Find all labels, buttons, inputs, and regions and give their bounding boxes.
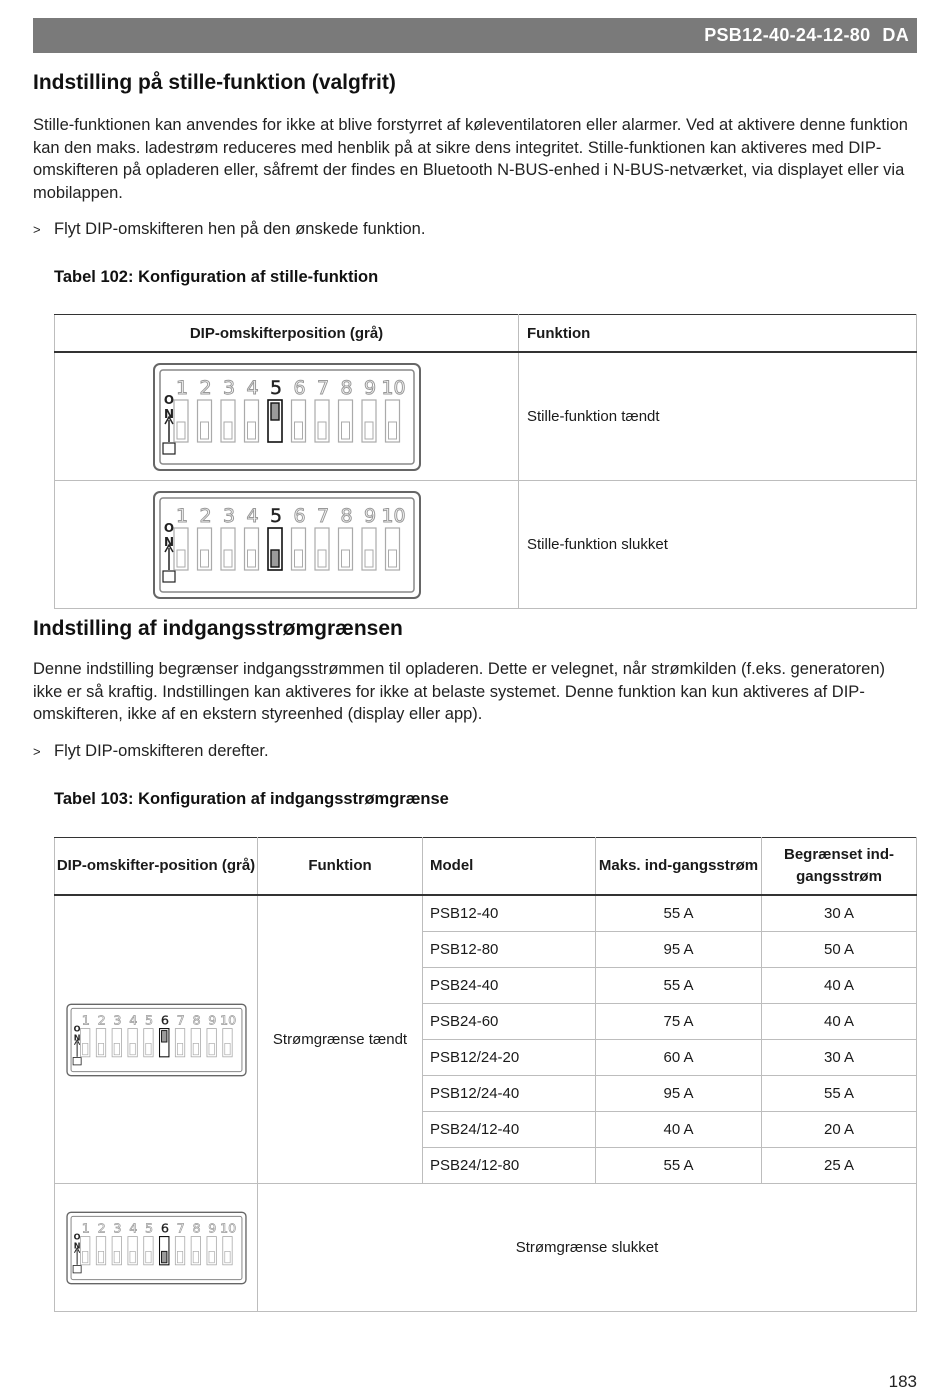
limited-current-cell: 20 A [762, 1112, 917, 1148]
header-language: DA [882, 25, 909, 45]
on-label-letter: N [73, 1241, 80, 1251]
model-cell: PSB24-40 [423, 968, 596, 1004]
switch-lever [98, 1043, 103, 1054]
switch-lever [224, 422, 232, 439]
max-current-cell: 75 A [596, 1004, 762, 1040]
dip-switch-cell [55, 481, 519, 609]
limited-current-cell: 55 A [762, 1076, 917, 1112]
switch-number: 8 [339, 504, 353, 527]
switch-number: 10 [219, 1013, 236, 1029]
switch-number: 3 [112, 1013, 122, 1029]
max-current-cell: 55 A [596, 895, 762, 932]
table-row [55, 481, 917, 609]
column-header-limited-input-current: Begrænset ind-gangsstrøm [762, 838, 917, 896]
switch-lever-active [161, 1251, 166, 1262]
dip-switch-cell [55, 352, 519, 481]
switch-number: 1 [81, 1221, 90, 1237]
table-row [55, 352, 917, 481]
table-header-row [55, 838, 917, 896]
switch-lever [294, 550, 302, 567]
switch-lever [388, 550, 396, 567]
page-number: 183 [888, 1372, 917, 1391]
input-current-instruction-text: Flyt DIP-omskifteren derefter. [54, 742, 269, 760]
column-header-max-input-current: Maks. ind-gangsstrøm [596, 838, 762, 896]
model-cell: PSB12/24-20 [423, 1040, 596, 1076]
switch-lever [341, 550, 349, 567]
dip-switch-outer-frame [67, 1004, 246, 1075]
column-header-dip-position: DIP-omskifter-position (grå) [55, 838, 258, 896]
switch-lever [200, 422, 208, 439]
header-bar [33, 18, 917, 53]
model-cell: PSB24/12-40 [423, 1112, 596, 1148]
on-label-letter: O [73, 1231, 81, 1241]
switch-number: 10 [380, 376, 406, 399]
off-indicator-box [73, 1265, 81, 1272]
switch-number: 5 [144, 1221, 153, 1237]
function-cell: Stille-funktion tændt [519, 352, 917, 481]
dip-switch-diagram [152, 490, 422, 600]
switch-lever [177, 1043, 182, 1054]
switch-number: 1 [81, 1013, 90, 1029]
quiet-mode-instruction [33, 220, 425, 239]
switch-lever [365, 422, 373, 439]
switch-lever [388, 422, 396, 439]
bullet-marker: > [33, 222, 41, 237]
switch-lever [341, 422, 349, 439]
switch-number: 6 [292, 376, 306, 399]
switch-number: 2 [198, 504, 212, 527]
dip-switch-outer-frame [154, 492, 420, 598]
model-cell: PSB12-80 [423, 932, 596, 968]
limited-current-cell: 30 A [762, 895, 917, 932]
switch-lever [224, 1043, 229, 1054]
column-header-function: Funktion [519, 315, 917, 353]
switch-lever [200, 550, 208, 567]
switch-lever [145, 1251, 150, 1262]
switch-lever [82, 1043, 87, 1054]
switch-number: 9 [363, 504, 376, 527]
table-row [55, 895, 917, 932]
switch-lever [318, 422, 326, 439]
on-label-letter: N [163, 406, 174, 421]
limited-current-cell: 30 A [762, 1040, 917, 1076]
header-title: PSB12-40-24-12-80 [704, 25, 871, 45]
switch-lever [98, 1251, 103, 1262]
switch-lever [177, 1251, 182, 1262]
column-header-function: Funktion [258, 838, 423, 896]
section-heading-input-current-limit: Indstilling af indgangsstrømgrænsen [33, 617, 403, 640]
switch-number: 7 [176, 1013, 185, 1029]
switch-number: 2 [97, 1221, 106, 1237]
switch-lever [129, 1043, 134, 1054]
max-current-cell: 95 A [596, 1076, 762, 1112]
dip-switch-diagram [63, 1211, 250, 1285]
switch-lever [224, 550, 232, 567]
switch-lever [247, 550, 255, 567]
bullet-marker: > [33, 744, 41, 759]
model-cell: PSB12/24-40 [423, 1076, 596, 1112]
switch-lever [247, 422, 255, 439]
switch-number: 7 [316, 376, 329, 399]
table-103 [54, 837, 917, 1312]
max-current-cell: 55 A [596, 1148, 762, 1184]
switch-number: 4 [128, 1013, 137, 1029]
switch-number: 1 [175, 376, 188, 399]
switch-number: 5 [269, 504, 282, 527]
switch-lever [208, 1043, 213, 1054]
switch-number: 3 [112, 1221, 122, 1237]
switch-lever [82, 1251, 87, 1262]
limited-current-cell: 25 A [762, 1148, 917, 1184]
on-label-letter: O [73, 1023, 81, 1033]
table-102-caption: Tabel 102: Konfiguration af stille-funktion [54, 268, 379, 286]
function-cell: Strømgrænse tændt [258, 895, 423, 1184]
column-header-model: Model [423, 838, 596, 896]
column-header-dip-position: DIP-omskifterposition (grå) [55, 315, 519, 353]
table-102 [54, 314, 917, 609]
model-cell: PSB24/12-80 [423, 1148, 596, 1184]
switch-number: 4 [245, 504, 259, 527]
function-cell: Strømgrænse slukket [258, 1184, 917, 1312]
switch-number: 9 [363, 376, 376, 399]
limited-current-cell: 40 A [762, 968, 917, 1004]
off-indicator-box [163, 443, 175, 454]
dip-switch-outer-frame [154, 364, 420, 470]
table-103-caption: Tabel 103: Konfiguration af indgangsstrømgrænse [54, 790, 449, 808]
switch-lever-active [271, 550, 279, 567]
max-current-cell: 40 A [596, 1112, 762, 1148]
switch-number: 7 [316, 504, 329, 527]
switch-lever [177, 422, 185, 439]
switch-number: 5 [269, 376, 282, 399]
off-indicator-box [163, 571, 175, 582]
dip-switch-diagram [63, 1003, 250, 1077]
dip-switch-cell [55, 895, 258, 1184]
switch-lever [145, 1043, 150, 1054]
model-cell: PSB12-40 [423, 895, 596, 932]
on-label-letter: O [163, 392, 174, 407]
switch-number: 2 [198, 376, 212, 399]
on-label-letter: O [163, 520, 174, 535]
switch-number: 5 [144, 1013, 153, 1029]
switch-lever [177, 550, 185, 567]
switch-lever [208, 1251, 213, 1262]
switch-number: 6 [160, 1221, 169, 1237]
max-current-cell: 55 A [596, 968, 762, 1004]
switch-lever [114, 1043, 119, 1054]
switch-number: 8 [191, 1013, 201, 1029]
switch-lever [193, 1251, 198, 1262]
quiet-mode-paragraph: Stille-funktionen kan anvendes for ikke at blive forstyrret af køleventilatoren eller alarmer. Ved at aktivere denne funktion kan den maks. ladestrøm reduceres med henblik på at sikre dens integritet. Stille-funktionen kan aktiveres med DIP-omskifteren på opladeren eller, såfremt der findes en Bluetooth N-BUS-enhed i N-BUS-netværket, via displayet eller via mobilappen. [33, 116, 908, 202]
switch-number: 9 [207, 1221, 216, 1237]
on-label-letter: N [73, 1033, 80, 1043]
switch-lever-active [271, 403, 279, 420]
limited-current-cell: 50 A [762, 932, 917, 968]
dip-switch-diagram [152, 362, 422, 472]
switch-lever [114, 1251, 119, 1262]
switch-lever [318, 550, 326, 567]
switch-lever [224, 1251, 229, 1262]
switch-number: 8 [339, 376, 353, 399]
switch-number: 2 [97, 1013, 106, 1029]
dip-switch-cell [55, 1184, 258, 1312]
on-label-letter: N [163, 534, 174, 549]
table-row [55, 1184, 917, 1312]
switch-number: 4 [128, 1221, 137, 1237]
switch-lever [365, 550, 373, 567]
limited-current-cell: 40 A [762, 1004, 917, 1040]
switch-number: 8 [191, 1221, 201, 1237]
quiet-mode-instruction-text: Flyt DIP-omskifteren hen på den ønskede funktion. [54, 220, 426, 238]
max-current-cell: 95 A [596, 932, 762, 968]
switch-number: 10 [219, 1221, 236, 1237]
switch-number: 7 [176, 1221, 185, 1237]
model-cell: PSB24-60 [423, 1004, 596, 1040]
max-current-cell: 60 A [596, 1040, 762, 1076]
dip-switch-outer-frame [67, 1212, 246, 1283]
switch-number: 10 [380, 504, 406, 527]
switch-lever [129, 1251, 134, 1262]
switch-number: 6 [292, 504, 306, 527]
switch-number: 6 [160, 1013, 169, 1029]
switch-number: 4 [245, 376, 259, 399]
switch-lever-active [161, 1030, 166, 1041]
switch-number: 3 [222, 376, 235, 399]
off-indicator-box [73, 1057, 81, 1064]
section-heading-quiet-mode: Indstilling på stille-funktion (valgfrit) [33, 71, 396, 94]
function-cell: Stille-funktion slukket [519, 481, 917, 609]
switch-number: 3 [222, 504, 235, 527]
switch-number: 1 [175, 504, 188, 527]
input-current-paragraph: Denne indstilling begrænser indgangsstrømmen til opladeren. Dette er velegnet, når strømkilden (f.eks. generatoren) ikke er så kraftig. Indstillingen kan aktiveres for ikke at belaste systemet. Denne funktion kan kun aktiveres af DIP-omskifteren, ikke af en ekstern styreenhed (display eller app). [33, 660, 886, 723]
input-current-instruction [33, 742, 269, 761]
switch-lever [193, 1043, 198, 1054]
switch-number: 9 [207, 1013, 216, 1029]
table-header-row [55, 315, 917, 353]
switch-lever [294, 422, 302, 439]
